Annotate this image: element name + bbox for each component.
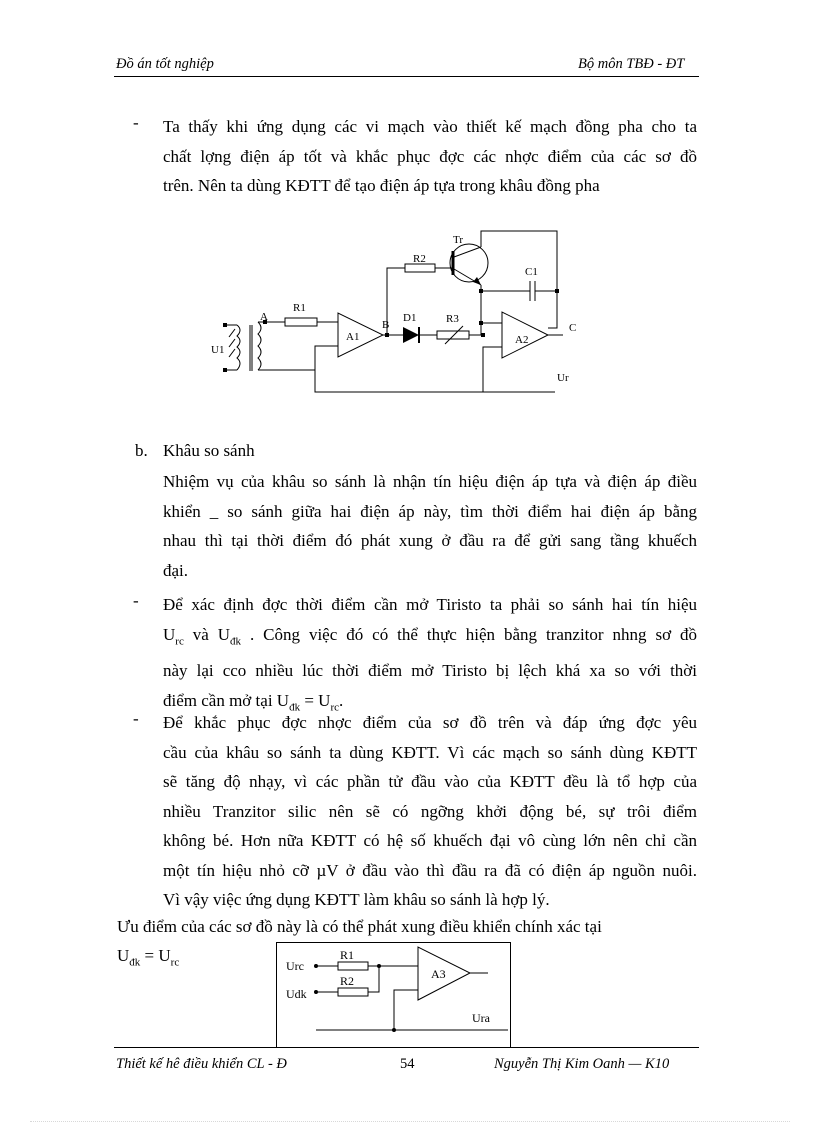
label-a: A — [260, 311, 268, 323]
section-b-title: Khâu so sánh — [163, 441, 255, 460]
bullet2-line-3: này lại cco nhiều lúc thời điểm mở Tiristo bị lệch khá xa so với thời — [163, 661, 697, 681]
label-r2: R2 — [340, 974, 355, 988]
label-u1: U1 — [211, 344, 225, 356]
advantage-equation: $U_{đk} = U_{rc}$ — [117, 946, 180, 969]
footer-right: Nguyễn Thị Kim Oanh — K10 — [494, 1056, 670, 1072]
label-c1: C1 — [525, 266, 538, 278]
page-edge-dots — [30, 1121, 790, 1122]
sync-circuit-diagram — [205, 225, 595, 400]
label-a3: A3 — [431, 967, 446, 981]
label-ur: Ur — [557, 372, 569, 384]
label-a1: A1 — [346, 331, 360, 343]
bullet2-line-1: Để xác định đợc thời điểm cần mở Tiristo ta phải so sánh hai tín hiệu — [163, 595, 697, 614]
section-b-line-4: đại. — [163, 560, 189, 580]
header-rule — [114, 76, 699, 77]
bullet2-paragraph — [163, 590, 697, 723]
page-number: 54 — [400, 1056, 415, 1072]
footer-rule — [114, 1047, 699, 1048]
label-r3: R3 — [446, 313, 459, 325]
bullet3-line-6: một tín hiệu nhỏ cỡ µV ở đầu vào thì đầu ra đã có điện áp nguồn nuôi. — [163, 860, 697, 880]
bullet3-line-4: nhiều Tranzitor silic nên sẽ có ngỡng khởi động bé, sự trôi điểm — [163, 801, 697, 821]
bullet1-line-2: chất lợng điện áp tốt và khắc phục đợc các nhợc điểm của các sơ đồ — [163, 146, 697, 166]
bullet3-line-7: Vì vậy việc ứng dụng KĐTT làm khâu so sánh là hợp lý. — [163, 890, 550, 909]
bullet3-line-1: Để khắc phục đợc nhợc điểm của sơ đồ trên và đáp ứng đợc yêu — [163, 713, 697, 732]
header-left: Đồ án tốt nghiệp — [116, 56, 214, 72]
label-r1: R1 — [293, 302, 306, 314]
label-d1: D1 — [403, 312, 417, 324]
label-c: C — [569, 322, 577, 334]
comparator-circuit-diagram — [276, 942, 512, 1048]
bullet3-line-2: cầu của khâu so sánh ta dùng KĐTT. Vì các mạch so sánh dùng KĐTT — [163, 742, 697, 762]
label-udk: Udk — [286, 987, 307, 1001]
bullet2-line-4: điểm cần mở tại $U_{đk} = U_{rc}$. — [163, 690, 344, 714]
bullet-dash: - — [133, 709, 139, 728]
section-b-paragraph — [163, 467, 697, 585]
bullet-dash: - — [133, 113, 139, 132]
bullet2-line-2: $U_{rc}$ và $U_{đk}$ . Công việc đó có thể thực hiện bằng tranzitor nhng sơ đồ — [163, 624, 698, 647]
label-r1: R1 — [340, 948, 355, 962]
label-r2: R2 — [413, 253, 426, 265]
bullet-dash: - — [133, 591, 139, 610]
advantage-line: Ưu điểm của các sơ đồ này là có thể phát xung điều khiển chính xác tại — [117, 917, 602, 936]
label-tr: Tr — [453, 234, 463, 246]
footer-left: Thiết kế hê điều khiển CL - Đ — [116, 1056, 287, 1072]
label-b: B — [382, 319, 390, 331]
bullet3-line-5: không bé. Hơn nữa KĐTT có hệ số khuếch đại vô cùng lớn nên chỉ cần — [163, 831, 697, 850]
label-a2: A2 — [515, 334, 529, 346]
bullet1-line-1: Ta thấy khi ứng dụng các vi mạch vào thiết kế mạch đồng pha cho ta — [163, 117, 697, 136]
label-urc: Urc — [286, 959, 304, 973]
section-b-marker: b. — [135, 441, 148, 460]
bullet3-line-3: sẽ tăng độ nhạy, vì các phần tử đầu vào của KĐTT đều là tổ hợp của — [163, 772, 697, 791]
section-b-line-2: khiển _ so sánh giữa hai điện áp này, tìm thời điểm hai điện áp bằng — [163, 501, 697, 521]
section-b-line-1: Nhiệm vụ của khâu so sánh là nhận tín hiệu điện áp tựa và điện áp điều — [163, 472, 697, 491]
header-right: Bộ môn TBĐ - ĐT — [578, 56, 685, 72]
bullet3-paragraph — [163, 708, 697, 915]
bullet1-paragraph — [163, 112, 697, 201]
label-ura: Ura — [472, 1011, 490, 1025]
section-b-line-3: nhau thì tại thời điểm đó phát xung ở đầu ra để gửi sang tầng khuếch — [163, 531, 697, 550]
bullet1-line-3: trên. Nên ta dùng KĐTT để tạo điện áp tựa trong khâu đồng pha — [163, 176, 600, 195]
